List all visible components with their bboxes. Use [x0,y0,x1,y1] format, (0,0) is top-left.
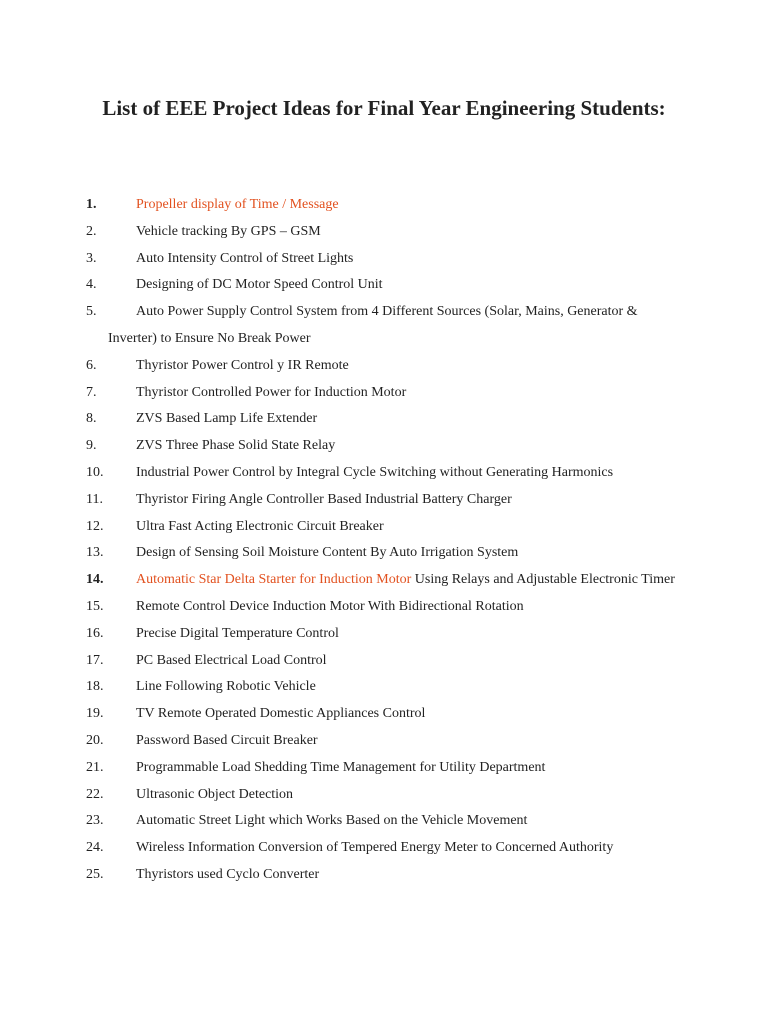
item-text [136,192,684,219]
list-item [0,862,768,889]
list-item [0,487,768,514]
project-title: Auto Power Supply Control System from 4 Different Sources (Solar, Mains, Generator & Inverter) to Ensure No Break Power [108,304,638,346]
item-text [136,808,684,835]
item-number: 9. [86,438,97,454]
item-text [136,701,684,728]
item-text [136,862,684,889]
item-number: 2. [86,223,97,239]
project-title: Ultrasonic Object Detection [136,786,294,802]
item-number: 3. [86,250,97,266]
list-item [0,728,768,755]
list-item [0,782,768,809]
item-text [136,594,684,621]
item-number: 5. [86,304,97,320]
project-title: TV Remote Operated Domestic Appliances Control [136,706,426,722]
item-text [108,299,684,353]
project-link[interactable]: Automatic Star Delta Starter for Induction Motor [136,572,412,588]
list-item [0,433,768,460]
item-number: 1. [86,197,97,212]
list-item [0,594,768,621]
project-title: Design of Sensing Soil Moisture Content By Auto Irrigation System [136,545,519,561]
project-title: Auto Intensity Control of Street Lights [136,250,354,266]
item-text [136,246,684,273]
item-text [136,782,684,809]
project-title: Vehicle tracking By GPS – GSM [136,223,321,239]
project-title: ZVS Based Lamp Life Extender [136,411,318,427]
project-title: Designing of DC Motor Speed Control Unit [136,277,383,293]
item-text [136,621,684,648]
item-number: 22. [86,786,104,802]
item-text [136,219,684,246]
item-text [136,380,684,407]
item-number: 10. [86,464,104,480]
project-title: Thyristors used Cyclo Converter [136,866,320,882]
list-item [0,460,768,487]
item-text [136,433,684,460]
item-text [136,353,684,380]
project-title: Using Relays and Adjustable Electronic Timer [411,572,675,588]
item-number: 11. [86,491,103,507]
item-text [136,487,684,514]
item-number: 18. [86,679,104,695]
item-number: 21. [86,759,104,775]
list-item [0,192,768,219]
item-number: 15. [86,598,104,614]
item-number: 12. [86,518,104,534]
list-item [0,701,768,728]
project-title: Thyristor Firing Angle Controller Based Industrial Battery Charger [136,491,512,507]
item-number: 19. [86,706,104,722]
item-text [136,514,684,541]
item-text [136,406,684,433]
project-title: Industrial Power Control by Integral Cycle Switching without Generating Harmonics [136,464,614,480]
project-title: Line Following Robotic Vehicle [136,679,316,695]
page-title: List of EEE Project Ideas for Final Year Engineering Students: [102,96,666,120]
item-text [136,728,684,755]
project-title: Automatic Street Light which Works Based on the Vehicle Movement [136,813,528,829]
item-number: 25. [86,866,104,882]
item-number: 16. [86,625,104,641]
list-item [0,648,768,675]
project-title: Programmable Load Shedding Time Management for Utility Department [136,759,546,775]
item-text [136,460,684,487]
list-item [0,353,768,380]
item-number: 6. [86,357,97,373]
item-text [136,835,684,862]
list-item [0,567,768,594]
project-title: Password Based Circuit Breaker [136,732,318,748]
list-item [0,514,768,541]
item-number: 7. [86,384,97,400]
item-number: 17. [86,652,104,668]
list-item [0,219,768,246]
project-title: Precise Digital Temperature Control [136,625,339,641]
project-list [0,192,768,889]
project-title: Ultra Fast Acting Electronic Circuit Breaker [136,518,384,534]
item-number: 24. [86,840,104,856]
project-title: Thyristor Controlled Power for Induction Motor [136,384,407,400]
item-text [136,674,684,701]
project-title: Thyristor Power Control y IR Remote [136,357,349,373]
list-item [0,835,768,862]
list-item [0,808,768,835]
list-item [0,406,768,433]
list-item [0,540,768,567]
item-number: 14. [86,572,104,588]
item-number: 8. [86,411,97,427]
project-title: Remote Control Device Induction Motor With Bidirectional Rotation [136,598,524,614]
item-number: 4. [86,277,97,293]
item-number: 20. [86,732,104,748]
list-item [0,755,768,782]
project-title: Wireless Information Conversion of Tempered Energy Meter to Concerned Authority [136,840,614,856]
item-text [136,755,684,782]
item-text [136,648,684,675]
project-title: ZVS Three Phase Solid State Relay [136,438,336,454]
item-number: 13. [86,545,104,561]
list-item [0,246,768,273]
item-text [136,272,684,299]
list-item [0,272,768,299]
item-text [108,567,684,594]
list-item [0,299,768,353]
item-text [136,540,684,567]
item-number: 23. [86,813,104,829]
list-item [0,621,768,648]
list-item [0,380,768,407]
list-item [0,674,768,701]
project-link[interactable]: Propeller display of Time / Message [136,197,339,212]
project-title: PC Based Electrical Load Control [136,652,327,668]
